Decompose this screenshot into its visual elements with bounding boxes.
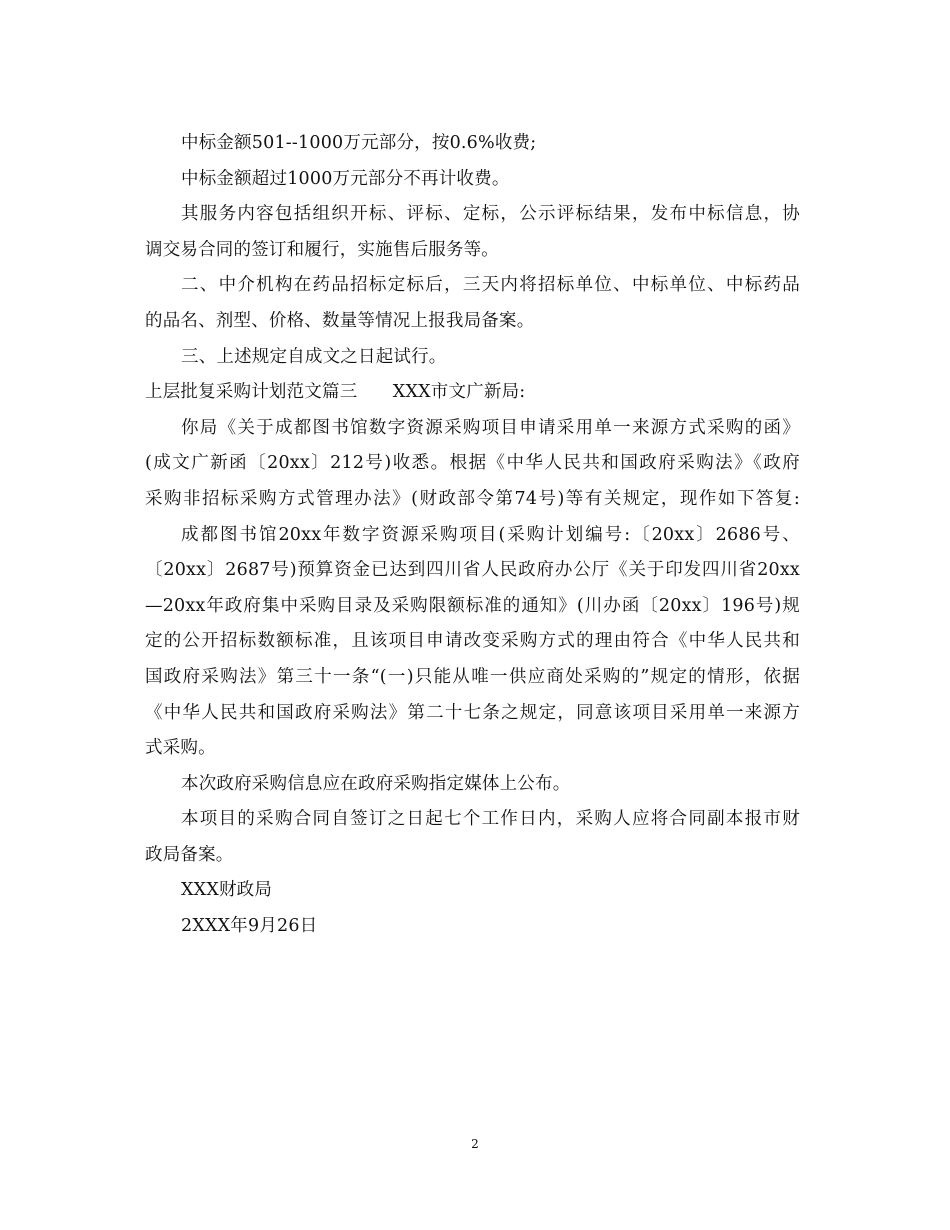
paragraph-line: 〔20xx〕2687号)预算资金已达到四川省人民政府办公厅《关于印发四川省20xx: [145, 560, 800, 581]
document-body: [145, 126, 800, 945]
paragraph-line: 其服务内容包括组织开标、评标、定标，公示评标结果，发布中标信息，协: [181, 204, 800, 225]
paragraph-line: 定的公开招标数额标准，且该项目申请改变采购方式的理由符合《中华人民共和: [145, 631, 800, 652]
paragraph-line: 成都图书馆20xx年数字资源采购项目(采购计划编号:〔20xx〕2686号、: [181, 524, 800, 545]
paragraph-line: 采购非招标采购方式管理办法》(财政部令第74号)等有关规定，现作如下答复:: [145, 488, 800, 509]
page-number: 2: [471, 1137, 479, 1151]
paragraph-line: 三、上述规定自成文之日起试行。: [181, 346, 447, 367]
paragraph-line: 的品名、剂型、价格、数量等情况上报我局备案。: [145, 310, 535, 331]
paragraph-line: 调交易合同的签订和履行，实施售后服务等。: [145, 239, 499, 260]
paragraph-line: 式采购。: [145, 738, 216, 759]
paragraph-line: 二、中介机构在药品招标定标后，三天内将招标单位、中标单位、中标药品: [181, 275, 800, 296]
paragraph-line: 《中华人民共和国政府采购法》第二十七条之规定，同意该项目采用单一来源方: [145, 702, 800, 723]
paragraph-line: 你局《关于成都图书馆数字资源采购项目申请采用单一来源方式采购的函》: [181, 417, 800, 438]
paragraph-line: 本项目的采购合同自签订之日起七个工作日内，采购人应将合同副本报市财: [181, 809, 800, 830]
signature-date: 2XXX年9月26日: [181, 916, 318, 937]
section-heading: 上层批复采购计划范文篇三 XXX市文广新局:: [145, 382, 526, 403]
paragraph-line: 国政府采购法》第三十一条“(一)只能从唯一供应商处采购的”规定的情形，依据: [145, 666, 800, 687]
signature-org: XXX财政局: [181, 880, 273, 901]
paragraph-line: 政局备案。: [145, 844, 234, 865]
paragraph-line: 中标金额501--1000万元部分，按0.6%收费;: [181, 133, 537, 153]
paragraph-line: 本次政府采购信息应在政府采购指定媒体上公布。: [181, 773, 571, 794]
paragraph-line: 中标金额超过1000万元部分不再计收费。: [181, 168, 510, 189]
paragraph-line: (成文广新函〔20xx〕212号)收悉。根据《中华人民共和国政府采购法》《政府: [145, 453, 800, 474]
paragraph-line: —20xx年政府集中采购目录及采购限额标准的通知》(川办函〔20xx〕196号)规: [145, 595, 800, 616]
